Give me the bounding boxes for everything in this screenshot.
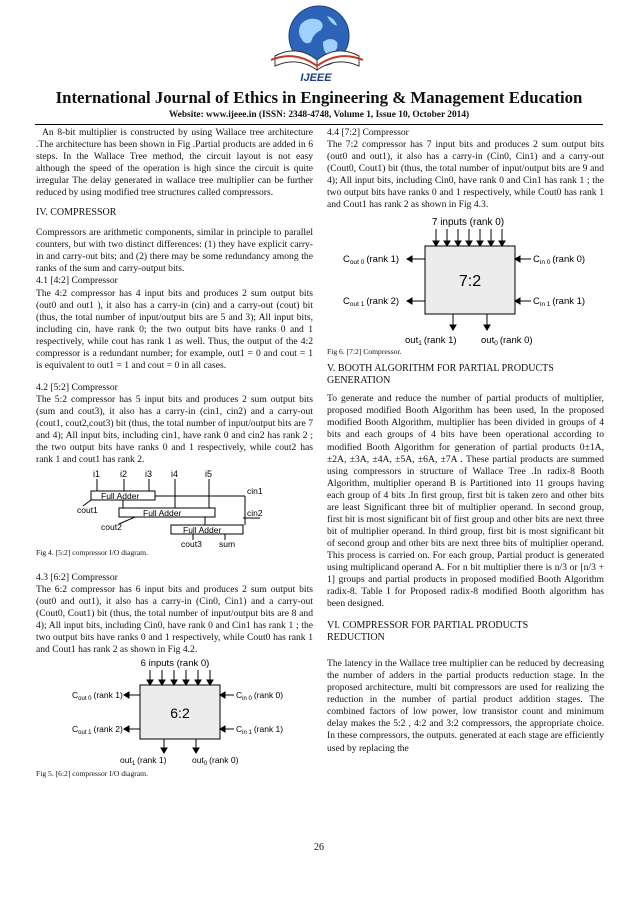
fig6-cin0-label: $C_{in 0}$ (rank 0) bbox=[532, 254, 585, 267]
section-heading: VI. COMPRESSOR FOR PARTIAL PRODUCTS bbox=[327, 620, 529, 632]
figure-caption: Fig 4. [5:2] compressor I/O diagram. bbox=[36, 548, 148, 558]
fig6-box-label: 7:2 bbox=[458, 273, 481, 291]
fig4-cin2-label: cin2 bbox=[246, 508, 263, 519]
fig6-inputs-label: 7 inputs (rank 0) bbox=[431, 217, 504, 229]
journal-logo bbox=[261, 2, 371, 84]
subsection-heading: 4.1 [4:2] Compressor bbox=[36, 275, 118, 287]
fig4-cin1-label: cin1 bbox=[246, 486, 263, 497]
fig5-cout1-label: $C_{out 1}$ (rank 2) bbox=[71, 723, 123, 736]
fig4-cout2-label: cout2 bbox=[100, 522, 122, 533]
fig4-cout3-label: cout3 bbox=[180, 539, 202, 550]
paragraph-7-2: The 7:2 compressor has 7 input bits and produces 2 sum output bits (out0 and out1), it also has a carry-in (Cin0, Cin1) and a carry-out (Cout0, Cout1) bit (thus, the total number of input/output bits are 9 and 4); All input bits, including Cin0, have rank 0 and Cin1 has rank 1 ; the two output bits have ranks 0 and 1 respectively, while Cout0 has rank 1 and Cout1 has rank 2 as shown in Fig 4.3. bbox=[327, 139, 604, 211]
subsection-heading: 4.2 [5:2] Compressor bbox=[36, 381, 118, 393]
figure-6-2-diagram bbox=[70, 657, 283, 769]
section-heading: V. BOOTH ALGORITHM FOR PARTIAL PRODUCTS bbox=[327, 363, 554, 375]
paragraph-5-2: The 5:2 compressor has 5 input bits and produces 2 sum output bits (sum and cout3), it also has a carry-in (cin1, cin2) and a carry-out (cout1, cout2,cout3) bit (thus, the total number of input/output bits are 7 and 4); All input bits, including cin1, have rank 0 and cin2 has rank 2 ; the two output bits have ranks 0 and 1 respectively, while cout2 has rank 1 and cout1 has rank 2. bbox=[36, 393, 313, 466]
reduction-paragraph: The latency in the Wallace tree multiplier can be reduced by decreasing the number of adders in the partial products reduction stage. In the proposed architecture, multi bit compressors are used for realizing the reduction in the number of partial product addition stages. The combined factors of low power, low transistor count and minimum delay makes the 5:2 , 4:2 and 3:2 compressors, the appropriate choice. In these compressors, the outputs. generated at each stage are efficiently used by replacing the bbox=[327, 658, 604, 754]
fig6-input-arrows bbox=[433, 229, 505, 246]
fig4-input-label: i1 bbox=[92, 469, 100, 480]
left-column bbox=[36, 127, 313, 779]
fig6-cout0-label: $C_{out 0}$ (rank 1) bbox=[342, 254, 399, 267]
fig4-adder-label: Full Adder bbox=[142, 508, 181, 519]
journal-title: International Journal of Ethics in Engineering & Management Education bbox=[55, 88, 583, 107]
paragraph-4-2: The 4:2 compressor has 4 input bits and produces 2 sum output bits (out0 and out1 ), it also has a carry-in (cin) and a carry-out (cout) bit (thus, the total number of input/output bits are 5 and 3); All input bits, including cin, have rank 0; the two output bits have ranks 0 and 1 respectively, while cout has rank 1 as well. Thus, the output of the 4:2 compressor is a redundant number; for example, out1 = 0 and cout = 1 is equivalent to out1 = 1 and cout = 0 in all cases. bbox=[36, 287, 313, 371]
fig4-cout1-label: cout1 bbox=[76, 505, 98, 516]
fig6-cout1-label: $C_{out 1}$ (rank 2) bbox=[342, 296, 399, 309]
logo-lettering: IJEEE bbox=[300, 72, 332, 84]
booth-paragraph: To generate and reduce the number of partial products of multiplier, proposed modified Booth Algorithm has been used, In the proposed modified Booth Algorithm, multiplier has been divided in groups of 4 bits and each groups of 4 bits have been operational according to modified Booth Algorithm for generation of partial products 0±1A, ±2A, ±3A, ±4A, ±5A, ±6A, ±7A . These partial products are summed using compressors in structure of Wallace Tree .In radix-8 Booth Algorithm, multiplier operand B is Partitioned into 11 groups having each group of 4 bits .In first group, first bit is taken zero and other bits are least Significant three bit of multiplier operand. In second group, first bit is most significant bit of first group and other bits are next three bit of multiplier operand. In third group, first bit is most significant bit of second group and other bits are next three bits of multiplier operand. This process is carried on. For each group, Partial product is generated using multiplicand operand A. For n bit multiplier there is n/3 or [n/3 + 1] groups and partial products in proposed modified Booth Algorithm radix-8. Table I for Proposed radix-8 modified Booth algorithm has been designed. bbox=[327, 393, 604, 610]
fig5-out1-label: out$_1$ (rank 1) bbox=[119, 754, 166, 767]
fig4-input-label: i5 bbox=[204, 469, 212, 480]
fig4-input-label: i2 bbox=[119, 469, 127, 480]
journal-website: Website: www.ijeee.in (ISSN: 2348-4748, Volume 1, Issue 10, October 2014) bbox=[168, 110, 470, 120]
fig5-box-label: 6:2 bbox=[169, 704, 190, 721]
fig5-input-arrows bbox=[147, 670, 213, 685]
subsection-heading: 4.3 [6:2] Compressor bbox=[36, 572, 118, 584]
figure-7-2-diagram bbox=[341, 215, 591, 347]
fig6-out0-label: out$_0$ (rank 0) bbox=[480, 335, 533, 348]
fig5-cout0-label: $C_{out 0}$ (rank 1) bbox=[71, 689, 123, 702]
figure-5-2-diagram bbox=[75, 468, 275, 548]
fig4-sum-label: sum bbox=[218, 539, 235, 550]
figure-caption: Fig 5. [6:2] compressor I/O diagram. bbox=[36, 768, 148, 778]
header-rule bbox=[35, 124, 603, 125]
intro-paragraph: An 8-bit multiplier is constructed by using Wallace tree architecture .The architecture has been shown in Fig .Partial products are added in 6 steps. In the Wallace Tree method, the circuit layout is not easy although the speed of the operation is high since the circuit is quite irregular The delay generated in wallace tree multiplier can be further reduced by using modified tree structures called compressors. bbox=[36, 127, 313, 199]
page-number: 26 bbox=[314, 842, 324, 853]
right-column bbox=[327, 127, 604, 755]
compressor-paragraph: Compressors are arithmetic components, similar in principle to parallel counters, but with two distinct differences: (1) they have explicit carry-in and carry-out bits; and (2) there may be some redundancy among the ranks of the sum and carry-output bits. bbox=[36, 227, 313, 275]
fig4-adder-label: Full Adder bbox=[182, 525, 221, 536]
fig5-inputs-label: 6 inputs (rank 0) bbox=[140, 657, 209, 669]
fig6-out1-label: out$_1$ (rank 1) bbox=[404, 335, 457, 348]
figure-caption: Fig 6. [7:2] Compressor. bbox=[327, 347, 402, 357]
fig4-input-label: i4 bbox=[170, 469, 178, 480]
fig6-cin1-label: $C_{in 1}$ (rank 1) bbox=[532, 296, 585, 309]
fig5-cin0-label: $C_{in 0}$ (rank 0) bbox=[235, 689, 283, 702]
fig5-out0-label: out$_0$ (rank 0) bbox=[191, 754, 238, 767]
section-heading: IV. COMPRESSOR bbox=[36, 207, 117, 219]
fig4-input-label: i3 bbox=[144, 469, 152, 480]
fig4-adder-label: Full Adder bbox=[100, 491, 139, 502]
section-heading: GENERATION bbox=[327, 375, 391, 387]
subsection-heading: 4.4 [7:2] Compressor bbox=[327, 127, 409, 138]
fig5-cin1-label: $C_{in 1}$ (rank 1) bbox=[235, 723, 283, 736]
paragraph-6-2: The 6:2 compressor has 6 input bits and produces 2 sum output bits (out0 and out1), it also has a carry-in (Cin0, Cin1) and a carry-out (Cout0, Cout1) bit (thus, the total number of input/output bits are 8 and 4); All input bits, including Cin0, have rank 0 and Cin1 has rank 1 ; the two output bits have ranks 0 and 1 respectively, while Cout0 has rank 1 and Cout1 has rank 2 as shown in Fig 4.2. bbox=[36, 584, 313, 656]
section-heading: REDUCTION bbox=[327, 632, 385, 644]
